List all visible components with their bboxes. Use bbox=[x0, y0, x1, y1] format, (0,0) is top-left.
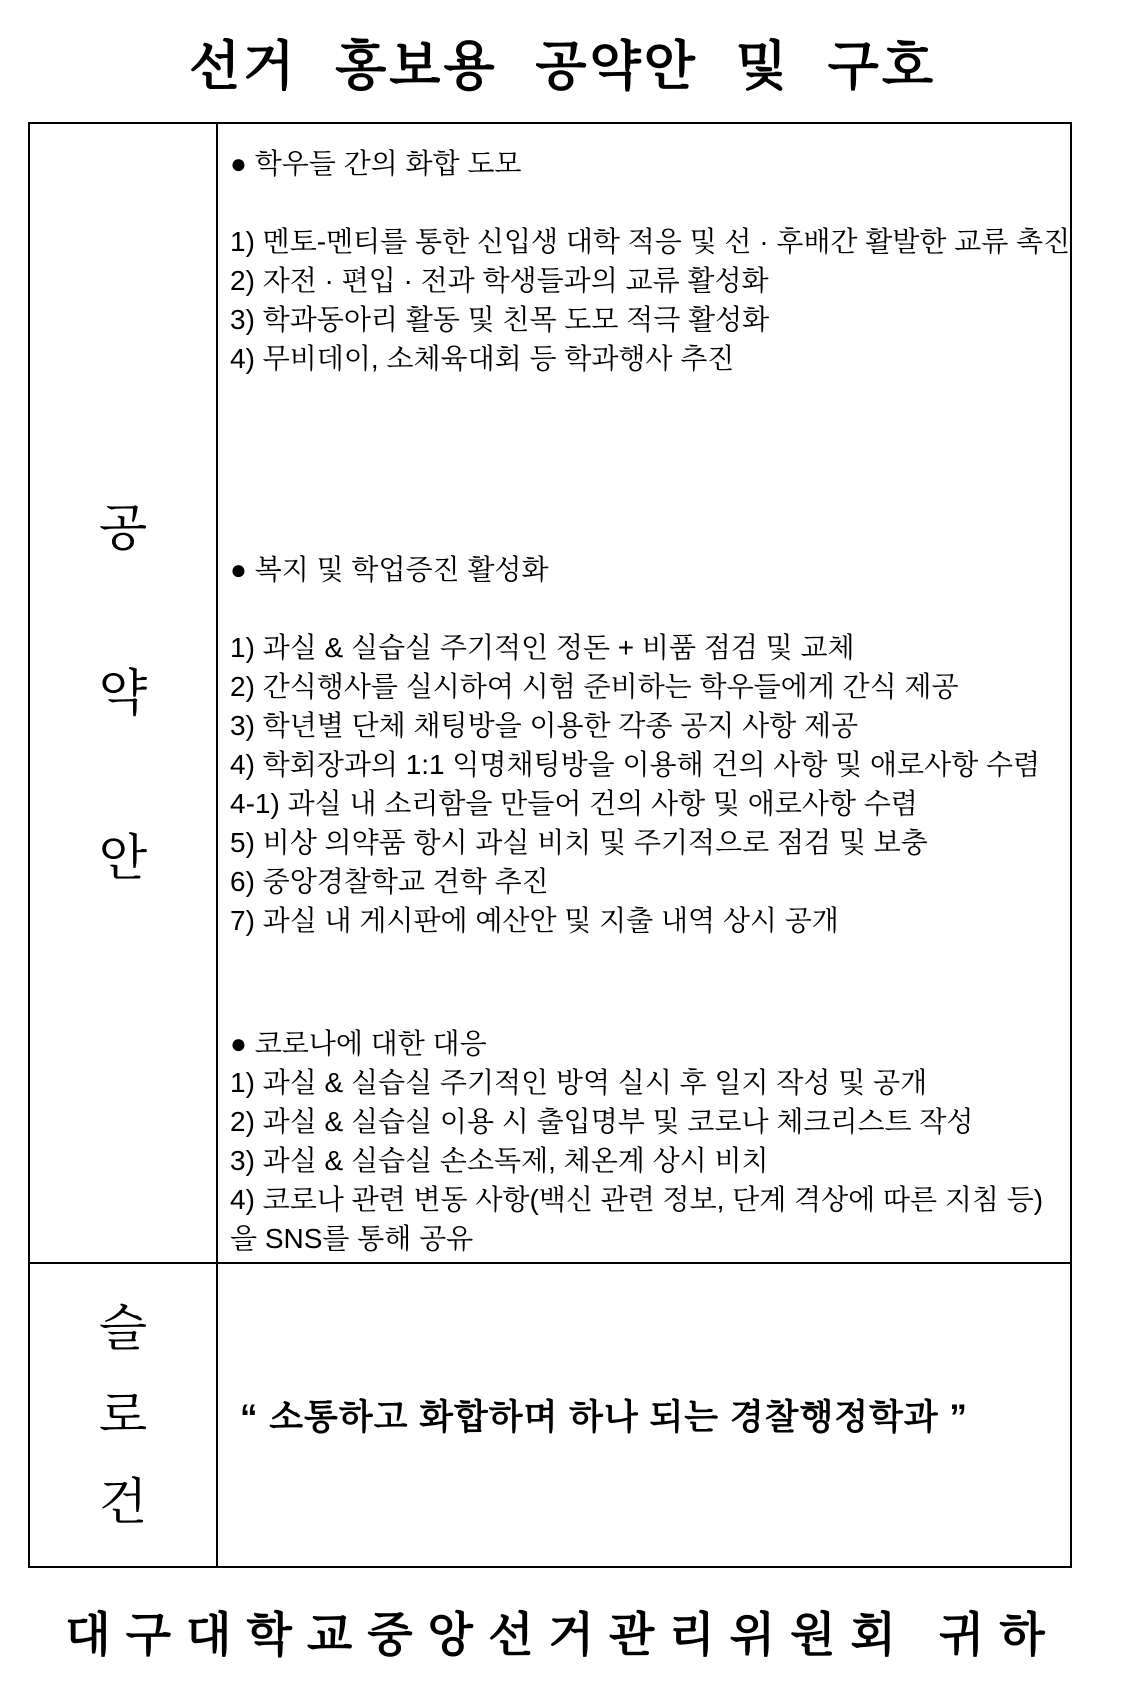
pledge-section-welfare bbox=[230, 550, 1070, 940]
pledge-item: 2) 자전 · 편입 · 전과 학생들과의 교류 활성화 bbox=[230, 265, 769, 296]
pledge-item: 4) 학회장과의 1:1 익명채팅방을 이용해 건의 사항 및 애로사항 수렴 bbox=[230, 749, 1041, 780]
pledge-item: 2) 간식행사를 실시하여 시험 준비하는 학우들에게 간식 제공 bbox=[230, 671, 959, 702]
pledge-item-continuation: 을 SNS를 통해 공유 bbox=[230, 1223, 474, 1254]
slogan-header-char-1: 슬 bbox=[98, 1300, 148, 1356]
pledge-item: 3) 과실 & 실습실 손소독제, 체온계 상시 비치 bbox=[230, 1145, 769, 1176]
pledge-header-char-3: 안 bbox=[98, 830, 148, 886]
slogan-row-header bbox=[30, 1264, 218, 1566]
pledge-item: 5) 비상 의약품 항시 과실 비치 및 주기적으로 점검 및 보충 bbox=[230, 827, 928, 858]
pledge-item: 2) 과실 & 실습실 이용 시 출입명부 및 코로나 체크리스트 작성 bbox=[230, 1106, 974, 1137]
slogan-header-char-2: 로 bbox=[98, 1387, 148, 1443]
slogan-header-char-3: 건 bbox=[98, 1474, 148, 1530]
pledge-section-corona bbox=[230, 1024, 1070, 1258]
section-heading: ● 학우들 간의 화합 도모 bbox=[230, 148, 522, 179]
pledge-header-char-2: 약 bbox=[98, 665, 148, 721]
section-heading: ● 코로나에 대한 대응 bbox=[230, 1028, 487, 1059]
pledge-slogan-table bbox=[28, 122, 1072, 1568]
pledge-item: 4) 무비데이, 소체육대회 등 학과행사 추진 bbox=[230, 343, 735, 374]
section-heading: ● 복지 및 학업증진 활성화 bbox=[230, 554, 549, 585]
pledge-section-harmony bbox=[230, 144, 1070, 378]
pledge-item: 4-1) 과실 내 소리함을 만들어 건의 사항 및 애로사항 수렴 bbox=[230, 788, 918, 819]
footer-recipient: 대구대학교중앙선거관리위원회 귀하 bbox=[65, 1608, 1060, 1661]
pledge-row-header bbox=[30, 124, 218, 1264]
pledge-header-char-1: 공 bbox=[98, 500, 148, 556]
pledge-item: 7) 과실 내 게시판에 예산안 및 지출 내역 상시 공개 bbox=[230, 905, 839, 936]
slogan-text: “ 소통하고 화합하며 하나 되는 경찰행정학과 ” bbox=[240, 1398, 968, 1437]
slogan-cell bbox=[218, 1264, 1070, 1566]
pledge-item: 1) 멘토-멘티를 통한 신입생 대학 적응 및 선 · 후배간 활발한 교류 촉진 bbox=[230, 226, 1070, 257]
page-title: 선거 홍보용 공약안 및 구호 bbox=[188, 37, 937, 96]
pledge-item: 1) 과실 & 실습실 주기적인 방역 실시 후 일지 작성 및 공개 bbox=[230, 1067, 928, 1098]
pledge-item: 1) 과실 & 실습실 주기적인 정돈 + 비품 점검 및 교체 bbox=[230, 632, 855, 663]
pledge-item: 3) 학과동아리 활동 및 친목 도모 적극 활성화 bbox=[230, 304, 770, 335]
pledge-item: 4) 코로나 관련 변동 사항(백신 관련 정보, 단계 격상에 따른 지침 등) bbox=[230, 1184, 1044, 1215]
pledge-item: 6) 중앙경찰학교 견학 추진 bbox=[230, 866, 549, 897]
pledge-content-cell bbox=[218, 124, 1070, 1264]
pledge-item: 3) 학년별 단체 채팅방을 이용한 각종 공지 사항 제공 bbox=[230, 710, 859, 741]
